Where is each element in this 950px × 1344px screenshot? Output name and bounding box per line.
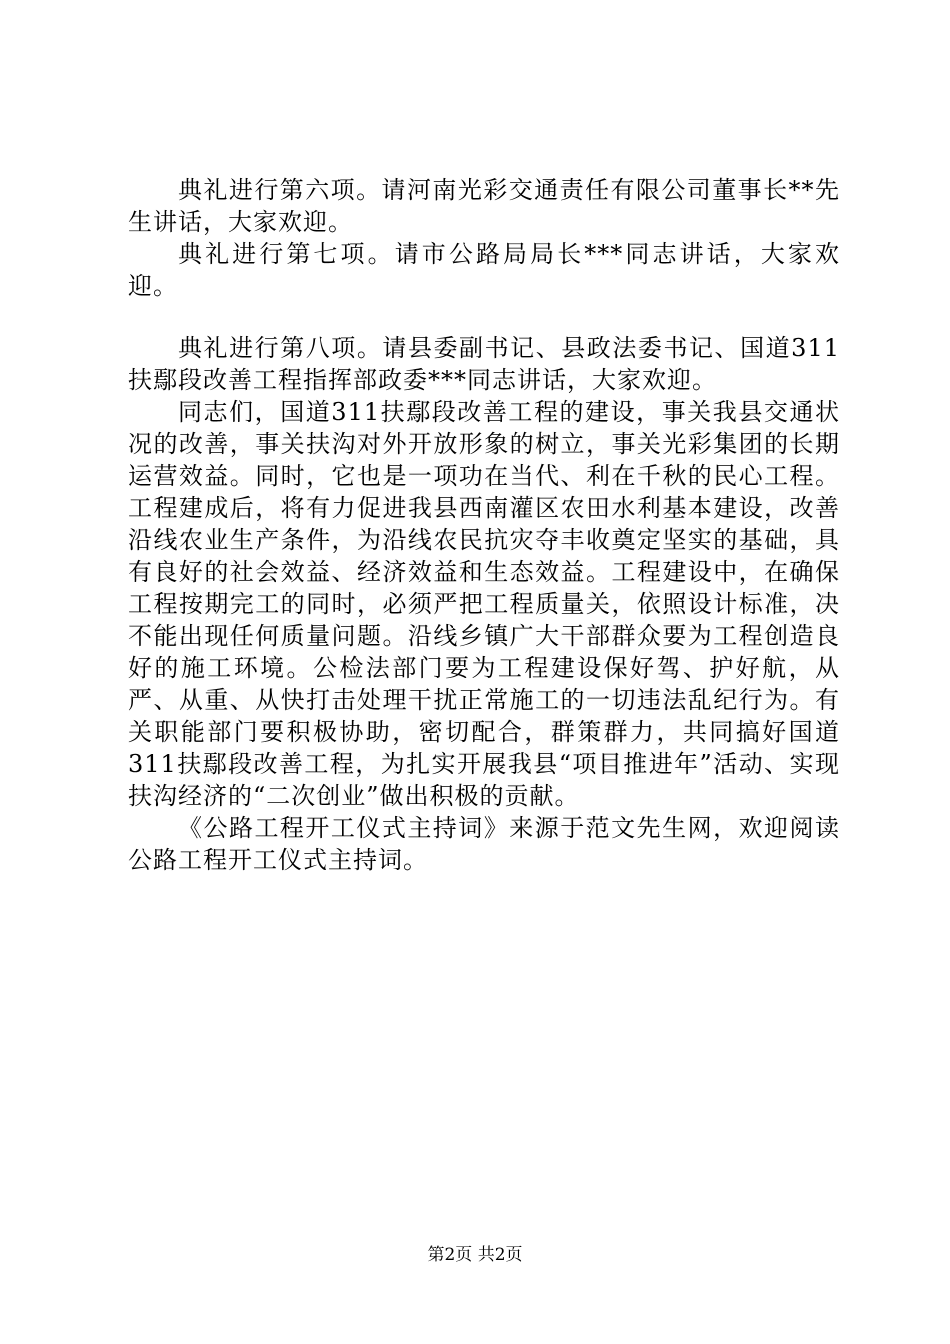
document-body	[128, 174, 840, 876]
paragraph-item-eight: 典礼进行第八项。请县委副书记、县政法委书记、国道311扶鄢段改善工程指挥部政委***同志讲话，大家欢迎。	[128, 334, 840, 394]
paragraph-speech: 同志们，国道311扶鄢段改善工程的建设，事关我县交通状况的改善，事关扶沟对外开放形象的树立，事关光彩集团的长期运营效益。同时，它也是一项功在当代、利在千秋的民心工程。工程建成后，将有力促进我县西南灌区农田水利基本建设，改善沿线农业生产条件，为沿线农民抗灾夺丰收奠定坚实的基础，具有良好的社会效益、经济效益和生态效益。工程建设中，在确保工程按期完工的同时，必须严把工程质量关，依照设计标准，决不能出现任何质量问题。沿线乡镇广大干部群众要为工程创造良好的施工环境。公检法部门要为工程建设保好驾、护好航，从严、从重、从快打击处理干扰正常施工的一切违法乱纪行为。有关职能部门要积极协助，密切配合，群策群力，共同搞好国道311扶鄢段改善工程，为扎实开展我县“项目推进年”活动、实现扶沟经济的“二次创业”做出积极的贡献。	[128, 398, 840, 810]
page-footer: 第2页 共2页	[427, 1245, 523, 1265]
paragraph-source-note: 《公路工程开工仪式主持词》来源于范文先生网，欢迎阅读公路工程开工仪式主持词。	[128, 814, 840, 874]
paragraph-item-six: 典礼进行第六项。请河南光彩交通责任有限公司董事长**先生讲话，大家欢迎。	[128, 176, 840, 236]
paragraph-item-seven: 典礼进行第七项。请市公路局局长***同志讲话，大家欢迎。	[128, 240, 840, 300]
